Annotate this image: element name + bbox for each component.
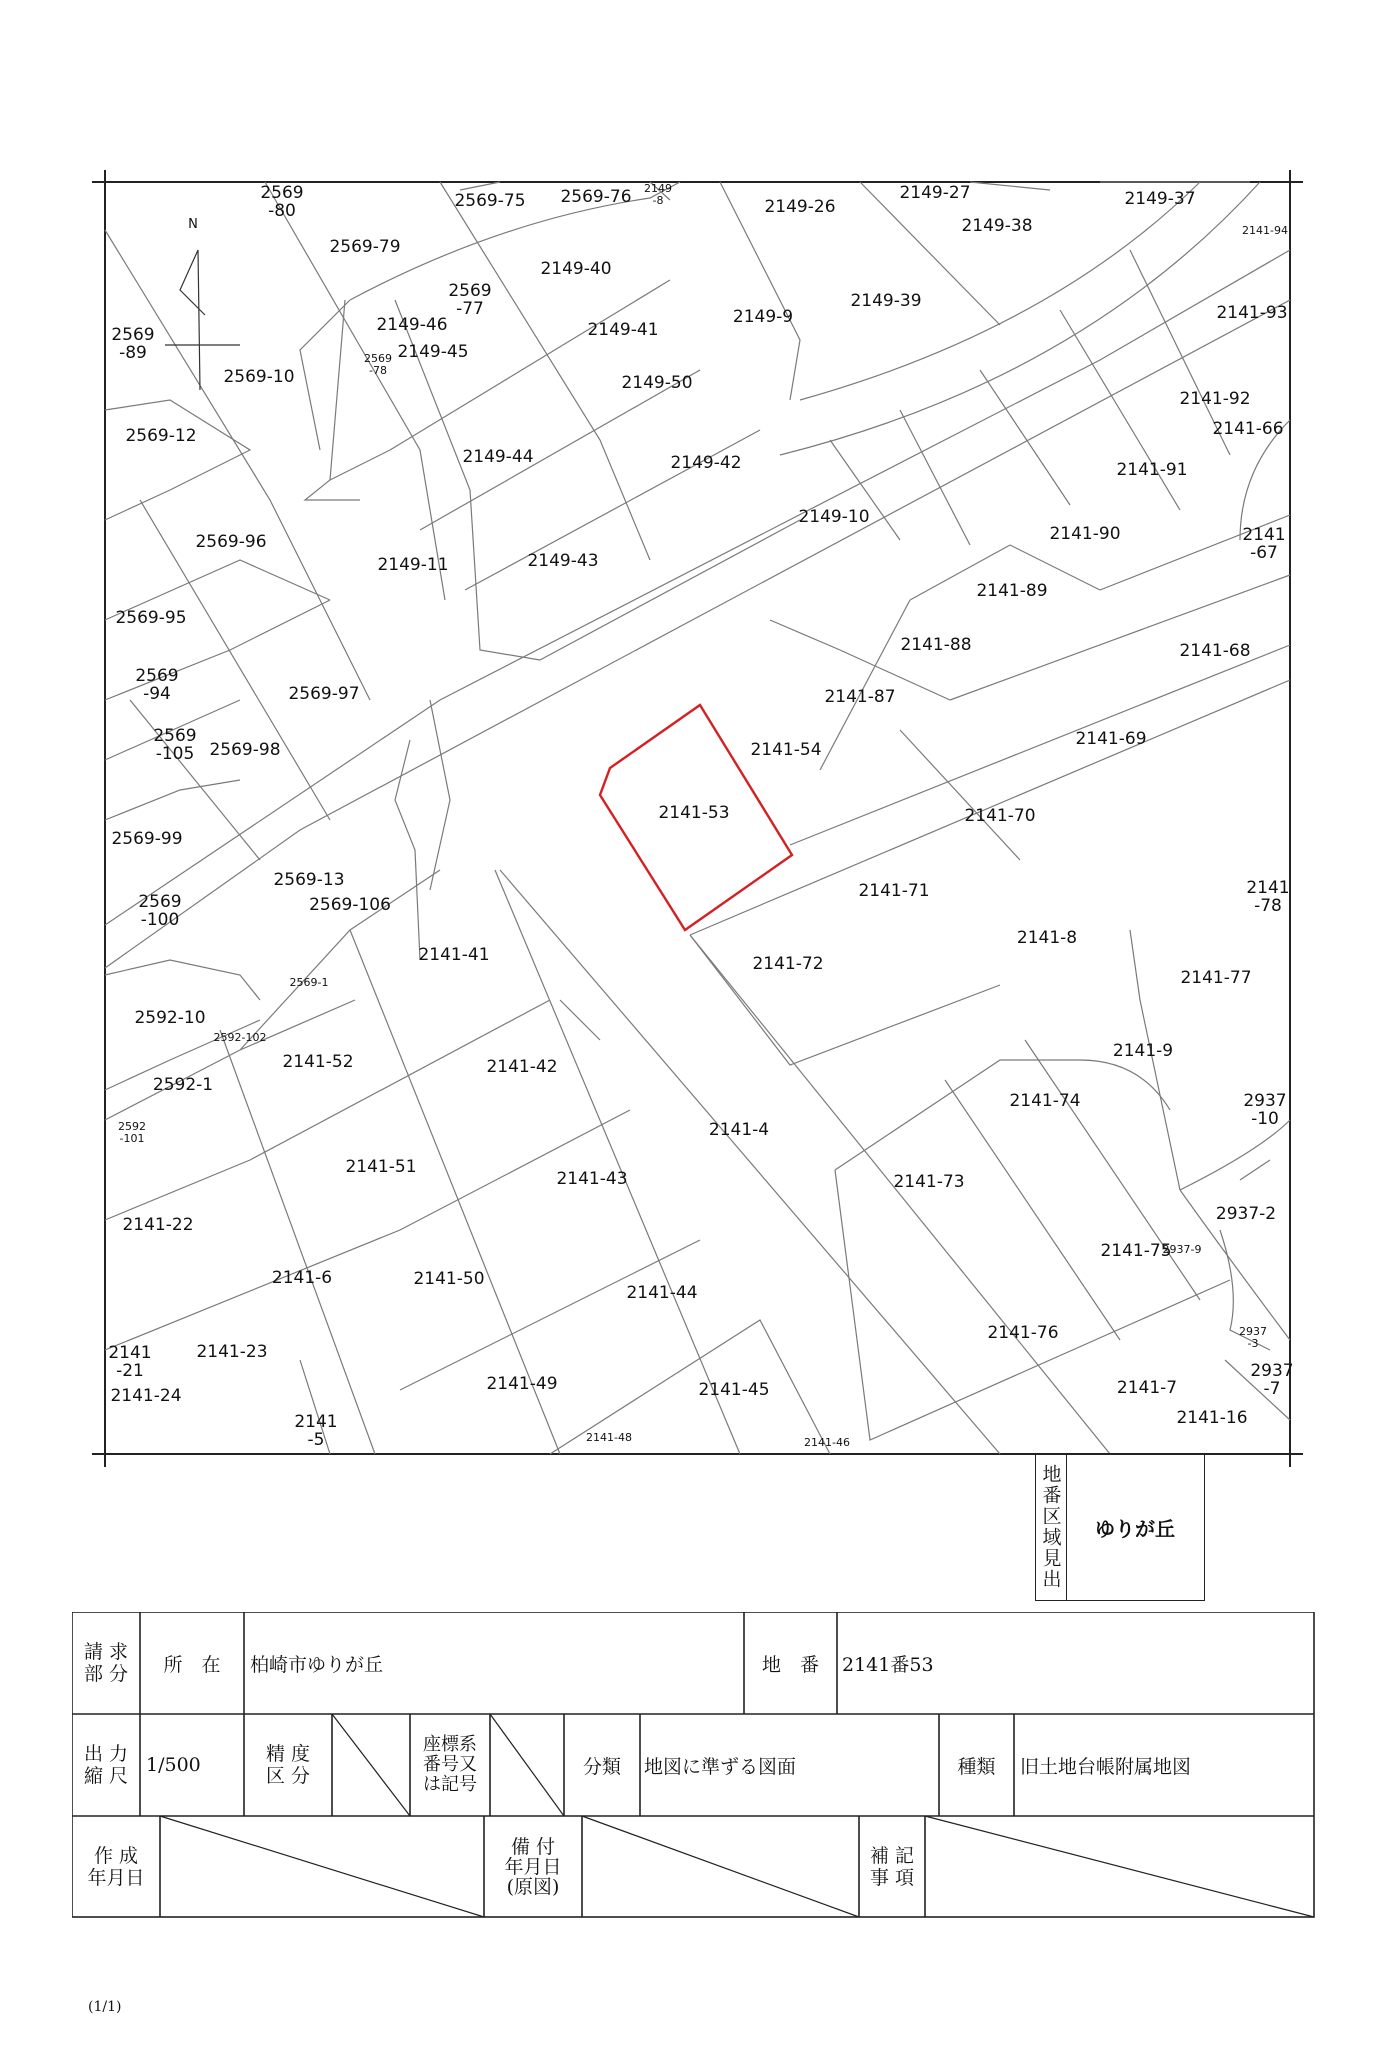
parcel-label — [976, 581, 1047, 601]
parcel-label — [282, 1052, 353, 1072]
parcel-label-line: 2141-7 — [1116, 1378, 1178, 1398]
parcel-label-line: 2569 — [364, 352, 392, 365]
parcel-label-line: 2569-98 — [209, 740, 281, 760]
parcel-label — [273, 870, 344, 890]
parcel-label-line: 2569-1 — [289, 976, 329, 989]
parcel-label-line: 2141-93 — [1216, 303, 1288, 323]
class-label: 分類 — [582, 1755, 621, 1778]
scale-value: 1/500 — [146, 1754, 201, 1776]
parcel-label-line: 2141-68 — [1179, 641, 1251, 661]
north-arrow-icon — [165, 217, 240, 390]
parcel-label — [893, 1172, 964, 1192]
parcel-label — [153, 726, 196, 764]
parcel-label-line: 2149-46 — [376, 315, 448, 335]
parcel-label-line: 2141-51 — [345, 1157, 417, 1177]
parcel-label-line: 2937 — [1243, 1091, 1287, 1111]
target-parcel-label — [658, 803, 729, 823]
parcel-label-line: 2937 — [1239, 1325, 1267, 1338]
parcel-label — [108, 1343, 151, 1381]
parcel-label — [1242, 224, 1288, 237]
parcel-label-line: 2149-9 — [732, 307, 794, 327]
parcel-label — [644, 182, 672, 207]
parcel-label-line: 2149-42 — [670, 453, 742, 473]
notes-label: 補 記 事 項 — [869, 1844, 915, 1889]
parcel-label — [309, 895, 391, 915]
parcel-label-line: 2937-2 — [1215, 1204, 1277, 1224]
coord-label: 座標系 番号又 は記号 — [423, 1734, 477, 1795]
parcel-label — [586, 1431, 632, 1444]
parcel-label-line: 2592-102 — [213, 1031, 267, 1044]
parcel-label-line: 2569-97 — [288, 684, 360, 704]
parcel-label-line: 2569-95 — [115, 608, 187, 628]
parcel-label-line: 2937-9 — [1162, 1243, 1202, 1256]
parcel-label — [418, 945, 489, 965]
parcel-label-line: -8 — [652, 194, 664, 207]
parcel-label — [1212, 419, 1283, 439]
class-value: 地図に準ずる図面 — [644, 1755, 797, 1778]
parcel-label-line: 2141 — [1246, 878, 1290, 898]
parcel-label — [1179, 389, 1250, 409]
parcel-label — [750, 740, 821, 760]
parcel-label-line: 2569-13 — [273, 870, 345, 890]
parcel-label-line: 2141-91 — [1116, 460, 1188, 480]
parcel-label-line: 2149-38 — [961, 216, 1033, 236]
parcel-label — [709, 1120, 769, 1140]
parcel-label-line: 2592-1 — [152, 1075, 214, 1095]
page-number: (1/1) — [88, 1999, 122, 2015]
parcel-label — [961, 216, 1032, 236]
parcel-label — [621, 373, 692, 393]
parcel-label — [111, 829, 182, 849]
parcel-label-line: -89 — [119, 343, 147, 363]
parcel-label — [345, 1157, 416, 1177]
parcel-label-line: 2141-69 — [1075, 729, 1147, 749]
request-label: 請 求 部 分 — [83, 1641, 129, 1685]
parcel-label-line: 2141-53 — [658, 803, 730, 823]
parcel-label — [824, 687, 895, 707]
parcel-label — [1180, 968, 1251, 988]
parcel-label — [858, 881, 929, 901]
parcel-label-line: 2141 — [1242, 525, 1286, 545]
location-label: 所 在 — [163, 1653, 221, 1676]
parcel-label — [1113, 1041, 1173, 1061]
parcel-label — [1250, 1361, 1293, 1399]
parcel-label — [900, 635, 971, 655]
parcel-label-line: 2141-66 — [1212, 419, 1284, 439]
parcel-label — [486, 1374, 557, 1394]
parcel-label — [1124, 189, 1195, 209]
parcel-label-line: 2141-74 — [1009, 1091, 1081, 1111]
parcel-label-line: -94 — [143, 684, 171, 704]
parcel-label-line: 2141-16 — [1176, 1408, 1248, 1428]
parcel-label — [1243, 1091, 1286, 1129]
parcel-label — [752, 954, 823, 974]
parcel-label — [540, 259, 611, 279]
parcel-label-line: 2149-43 — [527, 551, 599, 571]
parcel-label-line: 2149 — [644, 182, 672, 195]
parcel-label — [153, 1075, 213, 1095]
parcel-label-line: 2141-72 — [752, 954, 824, 974]
parcel-label-line: 2141-77 — [1180, 968, 1252, 988]
parcel-label-line: 2149-11 — [377, 555, 449, 575]
parcel-label-line: 2569-96 — [195, 532, 267, 552]
provided-label: 備 付 年月日 (原図) — [504, 1835, 562, 1898]
parcel-label — [1116, 460, 1187, 480]
parcel-label-line: 2141-24 — [110, 1386, 182, 1406]
parcel-label — [196, 1342, 267, 1362]
parcel-label — [698, 1380, 769, 1400]
parcel-label-line: -3 — [1247, 1337, 1259, 1350]
parcel-label-line: 2592 — [118, 1120, 146, 1133]
parcel-label-line: 2149-39 — [850, 291, 922, 311]
parcel-label-line: 2141-45 — [698, 1380, 770, 1400]
parcel-label-line: -78 — [369, 364, 387, 377]
parcel-label — [850, 291, 921, 311]
parcel-label — [462, 447, 533, 467]
parcel-label — [804, 1436, 850, 1449]
parcel-label-line: 2141-23 — [196, 1342, 268, 1362]
parcel-label-line: 2141-90 — [1049, 524, 1121, 544]
parcel-label — [670, 453, 741, 473]
created-label: 作 成 年月日 — [87, 1844, 145, 1889]
parcel-label-line: 2141-42 — [486, 1057, 558, 1077]
parcel-label — [1100, 1241, 1171, 1261]
parcel-label — [272, 1268, 332, 1288]
parcel-label — [798, 507, 869, 527]
area-index-value: ゆりが丘 — [1095, 1516, 1175, 1541]
parcel-label — [294, 1412, 337, 1450]
parcel-label — [134, 1008, 205, 1028]
parcel-label — [397, 342, 468, 362]
parcel-label — [376, 315, 447, 335]
parcel-label-line: -7 — [1263, 1379, 1281, 1399]
parcel-label-line: -21 — [116, 1361, 144, 1381]
parcel-label-line: 2569 — [135, 666, 179, 686]
parcel-labels — [108, 182, 1293, 1450]
parcel-label — [122, 1215, 193, 1235]
area-index-label: 地番区域見出 — [1036, 1454, 1067, 1600]
parcel-label — [290, 976, 329, 989]
parcel-label-line: 2141-94 — [1242, 224, 1288, 237]
parcel-label — [214, 1031, 267, 1044]
parcel-label — [1075, 729, 1146, 749]
parcel-label-line: 2141-6 — [271, 1268, 333, 1288]
parcel-label — [125, 426, 196, 446]
parcel-label-line: -101 — [119, 1132, 145, 1145]
parcel-label-line: 2149-37 — [1124, 189, 1196, 209]
parcel-label-line: 2141-87 — [824, 687, 896, 707]
parcel-label-line: 2569 — [138, 892, 182, 912]
parcel-label-line: 2149-26 — [764, 197, 836, 217]
parcel-label — [1009, 1091, 1080, 1111]
parcel-label-line: 2149-41 — [587, 320, 659, 340]
parcel-label — [1176, 1408, 1247, 1428]
parcel-label-line: 2141-48 — [586, 1431, 632, 1444]
parcel-label-line: 2141-46 — [804, 1436, 850, 1449]
parcel-label — [733, 307, 793, 327]
parcel-label-line: 2149-27 — [899, 183, 971, 203]
parcel-label-line: 2149-40 — [540, 259, 612, 279]
parcel-label — [195, 532, 266, 552]
parcel-label-line: 2569-106 — [309, 895, 391, 915]
parcel-label-line: 2141-54 — [750, 740, 822, 760]
parcel-label-line: 2141-44 — [626, 1283, 698, 1303]
parcel-label — [626, 1283, 697, 1303]
parcel-label-line: 2141-76 — [987, 1323, 1059, 1343]
parcel-label — [454, 191, 525, 211]
parcel-label — [1179, 641, 1250, 661]
parcel-label-line: 2592-10 — [134, 1008, 206, 1028]
parcel-label-line: -105 — [155, 744, 195, 764]
parcel-label — [764, 197, 835, 217]
parcel-label — [209, 740, 280, 760]
parcel-label — [1246, 878, 1289, 916]
parcel-label-line: 2149-44 — [462, 447, 534, 467]
parcel-label — [1216, 303, 1287, 323]
north-label: N — [188, 217, 198, 232]
parcel-label — [288, 684, 359, 704]
parcel-label — [118, 1120, 146, 1145]
parcel-label — [587, 320, 658, 340]
parcel-label-line: -77 — [456, 299, 484, 319]
parcel-label — [1117, 1378, 1177, 1398]
parcel-label-line: 2149-45 — [397, 342, 469, 362]
parcel-label — [987, 1323, 1058, 1343]
parcel-label — [560, 187, 631, 207]
parcel-label — [260, 183, 303, 221]
parcel-label — [964, 806, 1035, 826]
parcel-label-line: 2569-75 — [454, 191, 526, 211]
parcel-label — [486, 1057, 557, 1077]
parcel-label-line: -10 — [1251, 1109, 1279, 1129]
lot-label: 地 番 — [761, 1653, 819, 1676]
lot-value: 2141番53 — [842, 1653, 934, 1676]
parcel-label-line: 2141 — [294, 1412, 338, 1432]
parcel-label-line: 2141 — [108, 1343, 152, 1363]
parcel-label — [448, 281, 491, 319]
parcel-label-line: -80 — [268, 201, 296, 221]
parcel-label-line: 2141-73 — [893, 1172, 965, 1192]
parcel-label — [1017, 928, 1077, 948]
parcel-label-line: 2937 — [1250, 1361, 1294, 1381]
parcel-label-line: 2141-75 — [1100, 1241, 1172, 1261]
parcel-label-line: 2141-9 — [1112, 1041, 1174, 1061]
parcel-label-line: 2569-79 — [329, 237, 401, 257]
parcel-label-line: -100 — [140, 910, 180, 930]
parcel-label-line: -67 — [1250, 543, 1278, 563]
type-label: 種類 — [957, 1755, 996, 1778]
scale-label: 出 力 縮 尺 — [83, 1743, 129, 1787]
parcel-label — [110, 1386, 181, 1406]
parcel-label — [115, 608, 186, 628]
parcel-label — [364, 352, 392, 377]
parcel-label-line: 2141-52 — [282, 1052, 354, 1072]
parcel-label-line: -78 — [1254, 896, 1282, 916]
parcel-label — [1163, 1243, 1202, 1256]
parcel-label — [1242, 525, 1285, 563]
parcel-label-line: 2141-50 — [413, 1269, 485, 1289]
parcel-label-line: 2569 — [260, 183, 304, 203]
parcel-label-line: 2569 — [111, 325, 155, 345]
parcel-label — [556, 1169, 627, 1189]
info-table — [72, 1612, 1315, 1918]
parcel-label-line: 2569-76 — [560, 187, 632, 207]
parcel-label-line: 2569-99 — [111, 829, 183, 849]
parcel-label-line: 2141-8 — [1016, 928, 1078, 948]
parcel-label — [223, 367, 294, 387]
parcel-label-line: 2141-4 — [708, 1120, 770, 1140]
parcel-label-line: 2569 — [153, 726, 197, 746]
area-index-box — [1035, 1453, 1205, 1601]
parcel-label-line: 2141-49 — [486, 1374, 558, 1394]
type-value: 旧土地台帳附属地図 — [1020, 1755, 1192, 1778]
parcel-label-line: 2141-41 — [418, 945, 490, 965]
parcel-label-line: 2141-22 — [122, 1215, 194, 1235]
parcel-label-line: 2141-70 — [964, 806, 1036, 826]
parcel-label-line: 2149-10 — [798, 507, 870, 527]
parcel-label — [1216, 1204, 1276, 1224]
parcel-label — [329, 237, 400, 257]
parcel-label-line: 2141-43 — [556, 1169, 628, 1189]
parcel-label-line: 2141-88 — [900, 635, 972, 655]
accuracy-label: 精 度 区 分 — [265, 1743, 311, 1787]
parcel-label — [111, 325, 154, 363]
parcel-label — [413, 1269, 484, 1289]
parcel-label — [138, 892, 181, 930]
parcel-label-line: 2141-71 — [858, 881, 930, 901]
parcel-label-line: 2569-12 — [125, 426, 197, 446]
parcel-label-line: 2149-50 — [621, 373, 693, 393]
parcel-label-line: 2141-92 — [1179, 389, 1251, 409]
parcel-label-line: 2141-89 — [976, 581, 1048, 601]
parcel-label-line: -5 — [307, 1430, 325, 1450]
parcel-label-line: 2569-10 — [223, 367, 295, 387]
location-value: 柏崎市ゆりが丘 — [250, 1653, 384, 1676]
parcel-label — [899, 183, 970, 203]
parcel-label — [135, 666, 178, 704]
parcel-label — [527, 551, 598, 571]
parcel-label — [1049, 524, 1120, 544]
parcel-label-line: 2569 — [448, 281, 492, 301]
parcel-label — [377, 555, 448, 575]
